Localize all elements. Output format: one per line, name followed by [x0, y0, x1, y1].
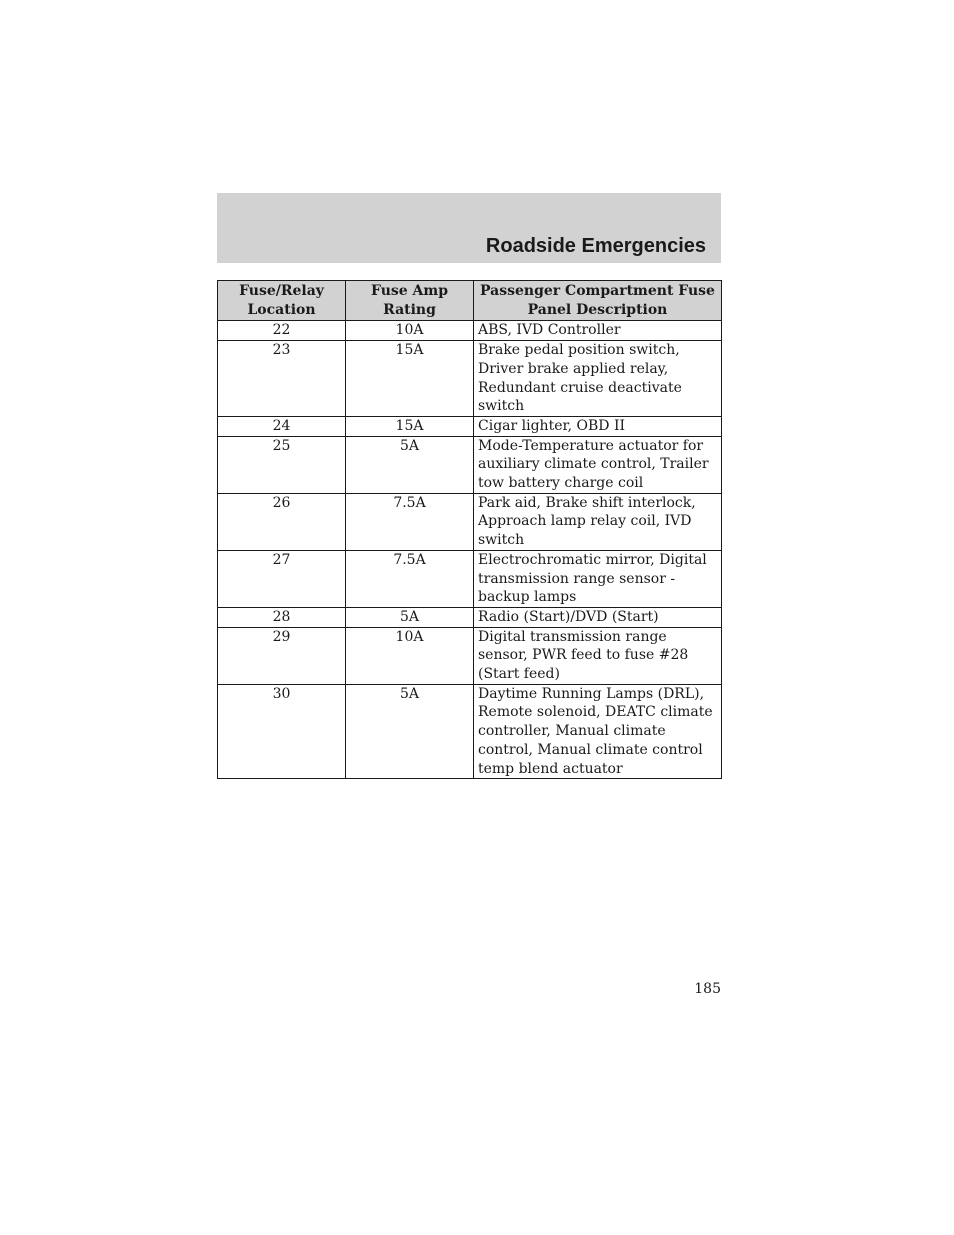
table-row: [218, 436, 722, 493]
fuse-rating: 5A: [346, 684, 474, 779]
fuse-rating: 5A: [346, 607, 474, 627]
fuse-table: [217, 280, 722, 779]
fuse-description: Cigar lighter, OBD II: [474, 416, 722, 436]
column-header-description: Passenger Compartment Fuse Panel Description: [474, 281, 722, 321]
fuse-rating: 15A: [346, 341, 474, 417]
fuse-rating: 10A: [346, 627, 474, 684]
fuse-description: Radio (Start)/DVD (Start): [474, 607, 722, 627]
fuse-description: Mode-Temperature actuator for auxiliary climate control, Trailer tow battery charge coil: [474, 436, 722, 493]
table-header-row: [218, 281, 722, 321]
table-row: [218, 341, 722, 417]
table-row: [218, 684, 722, 779]
table-row: [218, 550, 722, 607]
fuse-location: 27: [218, 550, 346, 607]
fuse-location: 29: [218, 627, 346, 684]
fuse-description: Daytime Running Lamps (DRL), Remote solenoid, DEATC climate controller, Manual climate control, Manual climate control temp blend actuator: [474, 684, 722, 779]
section-header-banner: [217, 193, 721, 263]
column-header-rating: Fuse Amp Rating: [346, 281, 474, 321]
fuse-rating: 5A: [346, 436, 474, 493]
fuse-location: 24: [218, 416, 346, 436]
fuse-description: Digital transmission range sensor, PWR feed to fuse #28 (Start feed): [474, 627, 722, 684]
column-header-location: Fuse/Relay Location: [218, 281, 346, 321]
page-number: 185: [694, 981, 721, 997]
fuse-description: Brake pedal position switch, Driver brake applied relay, Redundant cruise deactivate switch: [474, 341, 722, 417]
fuse-location: 26: [218, 493, 346, 550]
fuse-location: 28: [218, 607, 346, 627]
fuse-description: Park aid, Brake shift interlock, Approach lamp relay coil, IVD switch: [474, 493, 722, 550]
section-title: Roadside Emergencies: [485, 235, 706, 257]
table-row: [218, 627, 722, 684]
table-row: [218, 416, 722, 436]
fuse-rating: 7.5A: [346, 550, 474, 607]
fuse-description: ABS, IVD Controller: [474, 321, 722, 341]
fuse-description: Electrochromatic mirror, Digital transmission range sensor - backup lamps: [474, 550, 722, 607]
fuse-location: 30: [218, 684, 346, 779]
fuse-location: 22: [218, 321, 346, 341]
fuse-rating: 10A: [346, 321, 474, 341]
table-row: [218, 321, 722, 341]
table-row: [218, 607, 722, 627]
fuse-rating: 15A: [346, 416, 474, 436]
fuse-location: 23: [218, 341, 346, 417]
table-row: [218, 493, 722, 550]
fuse-rating: 7.5A: [346, 493, 474, 550]
fuse-location: 25: [218, 436, 346, 493]
